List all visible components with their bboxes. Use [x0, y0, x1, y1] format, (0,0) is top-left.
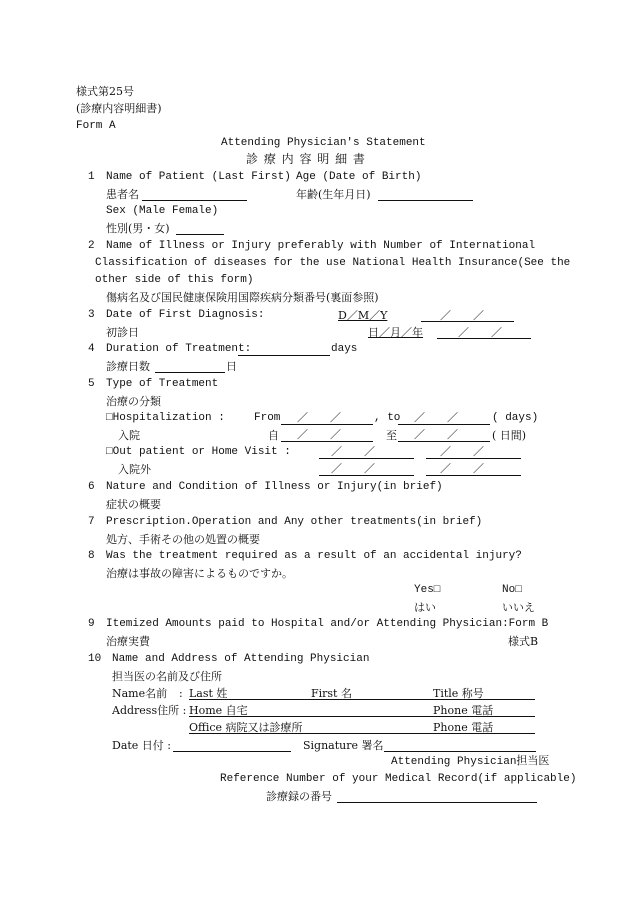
s9-amounts-ja: 治療実費 — [106, 635, 150, 648]
duration-ja-field[interactable] — [155, 372, 225, 373]
title-en: Attending Physician's Statement — [221, 137, 426, 149]
name-colon: : — [179, 687, 183, 700]
date-slashes: ／ ／ — [440, 309, 484, 322]
s2-number: 2 — [88, 240, 95, 252]
s2-line1: Name of Illness or Injury preferably with Number of International — [106, 240, 536, 252]
from-ja-label: 自 — [268, 429, 279, 442]
days-ja-label: ( 日間) — [492, 429, 527, 442]
hospitalization-checkbox[interactable]: □Hospitalization : — [106, 412, 225, 424]
s1-sex-ja: 性別(男・女) — [106, 222, 170, 235]
s10-physician-en: Name and Address of Attending Physician — [112, 653, 370, 665]
s4-number: 4 — [88, 343, 95, 355]
date-slashes: ／ ／ — [297, 428, 341, 441]
s3-number: 3 — [88, 309, 95, 321]
s1-sex-en: Sex (Male Female) — [106, 205, 219, 217]
no-ja: いいえ — [502, 601, 535, 614]
s4-duration-ja: 診療日数 — [106, 360, 150, 373]
phone-label: Phone 電話 — [433, 704, 494, 717]
date-field[interactable] — [173, 751, 291, 752]
outpatient-checkbox[interactable]: □Out patient or Home Visit : — [106, 446, 291, 458]
days-label: ( days) — [492, 412, 539, 424]
date-slashes: ／ ／ — [414, 428, 458, 441]
s5-type-en: Type of Treatment — [106, 378, 219, 390]
s6-number: 6 — [88, 481, 95, 493]
outpatient-from-field[interactable] — [319, 458, 414, 459]
sex-field[interactable] — [176, 234, 224, 235]
s4-day-ja: 日 — [226, 360, 237, 373]
outpatient-from-ja-field[interactable] — [319, 475, 414, 476]
signature-field[interactable] — [384, 751, 536, 752]
s7-prescription-ja: 処方、手術その他の処置の概要 — [106, 533, 260, 546]
s1-age-en: Age (Date of Birth) — [296, 171, 422, 183]
s3-first-diagnosis-en: Date of First Diagnosis: — [106, 309, 265, 321]
date-slashes: ／ ／ — [297, 411, 341, 424]
no-checkbox[interactable]: No□ — [502, 584, 522, 596]
s6-nature-en: Nature and Condition of Illness or Injury(in brief) — [106, 481, 443, 493]
hosp-from-field[interactable] — [281, 424, 373, 425]
hosp-to-field[interactable] — [398, 424, 490, 425]
s10-number: 10 — [88, 653, 102, 665]
signature-label: Signature 署名 — [303, 739, 384, 752]
title-ja: 診 療 内 容 明 細 書 — [246, 152, 366, 166]
form-id: Form A — [76, 120, 116, 132]
office-phone-label: Phone 電話 — [433, 721, 494, 734]
s5-number: 5 — [88, 378, 95, 390]
outpatient-ja: 入院外 — [118, 463, 151, 476]
outpatient-to-ja-field[interactable] — [426, 475, 521, 476]
hosp-from-ja-field[interactable] — [281, 441, 373, 442]
s1-number: 1 — [88, 171, 95, 183]
s8-number: 8 — [88, 550, 95, 562]
from-label: From — [254, 412, 281, 424]
attending-physician-label: Attending Physician担当医 — [391, 756, 550, 768]
s1-age-ja: 年齢(生年月日) — [296, 188, 371, 201]
s2-line2: Classification of diseases for the use National Health Insurance(See the — [95, 257, 571, 269]
age-field[interactable] — [378, 200, 473, 201]
home-address-field[interactable] — [189, 716, 535, 717]
s9-number: 9 — [88, 618, 95, 630]
s7-prescription-en: Prescription.Operation and Any other treatments(in brief) — [106, 516, 483, 528]
s1-patient-name-en: Name of Patient (Last First) — [106, 171, 291, 183]
form-b-label: 様式B — [508, 635, 539, 648]
s4-duration-en: Duration of Treatment: — [106, 343, 252, 355]
s6-nature-ja: 症状の概要 — [106, 498, 161, 511]
s8-accident-en: Was the treatment required as a result of an accidental injury? — [106, 550, 522, 562]
outpatient-to-field[interactable] — [426, 458, 521, 459]
s8-accident-ja: 治療は事故の障害によるものですか。 — [106, 567, 293, 580]
home-label: Home 自宅 — [189, 704, 248, 717]
hospitalization-ja: 入院 — [118, 429, 140, 442]
reference-number-en: Reference Number of your Medical Record(if applicable) — [220, 773, 577, 785]
s7-number: 7 — [88, 516, 95, 528]
s3-first-diagnosis-ja: 初診日 — [106, 326, 139, 339]
form-subtitle: (診療内容明細書) — [76, 102, 162, 115]
to-ja-label: 至 — [386, 429, 397, 442]
date-slashes: ／ ／ — [331, 462, 375, 475]
office-label: Office 病院又は診療所 — [189, 721, 303, 734]
s9-amounts-en: Itemized Amounts paid to Hospital and/or Attending Physician:Form B — [106, 618, 549, 630]
yes-ja: はい — [414, 601, 436, 614]
duration-field[interactable] — [238, 355, 330, 356]
s2-ja: 傷病名及び国民健康保険用国際疾病分類番号(裏面参照) — [106, 291, 379, 304]
title-label: Title 称号 — [433, 687, 484, 700]
date-slashes: ／ ／ — [414, 411, 458, 424]
date-slashes: ／ ／ — [440, 462, 484, 475]
date-slashes: ／ ／ — [331, 445, 375, 458]
record-number-ja: 診療録の番号 — [266, 790, 332, 803]
s10-physician-ja: 担当医の名前及び住所 — [112, 670, 222, 683]
s2-line3: other side of this form) — [95, 274, 254, 286]
office-address-field[interactable] — [189, 733, 535, 734]
last-name-label: Last 姓 — [189, 687, 228, 700]
physician-name-field[interactable] — [189, 699, 535, 700]
s5-type-ja: 治療の分類 — [106, 395, 161, 408]
patient-name-field[interactable] — [142, 200, 247, 201]
name-label: Name名前 — [112, 687, 168, 700]
address-label: Address住所 : — [112, 704, 187, 717]
to-label: , to — [374, 412, 401, 424]
s3-date-format-en: D／M／Y — [338, 309, 388, 322]
record-number-field[interactable] — [337, 802, 537, 803]
date-slashes: ／ ／ — [458, 326, 502, 339]
style-number: 様式第25号 — [76, 85, 134, 98]
yes-checkbox[interactable]: Yes□ — [414, 584, 441, 596]
hosp-to-ja-field[interactable] — [398, 441, 490, 442]
date-label: Date 日付 : — [112, 739, 172, 752]
first-name-label: First 名 — [311, 687, 352, 700]
date-slashes: ／ ／ — [440, 445, 484, 458]
s3-date-format-ja: 日／月／年 — [368, 326, 423, 339]
s4-days: days — [331, 343, 358, 355]
s1-patient-name-ja: 患者名 — [106, 188, 139, 201]
